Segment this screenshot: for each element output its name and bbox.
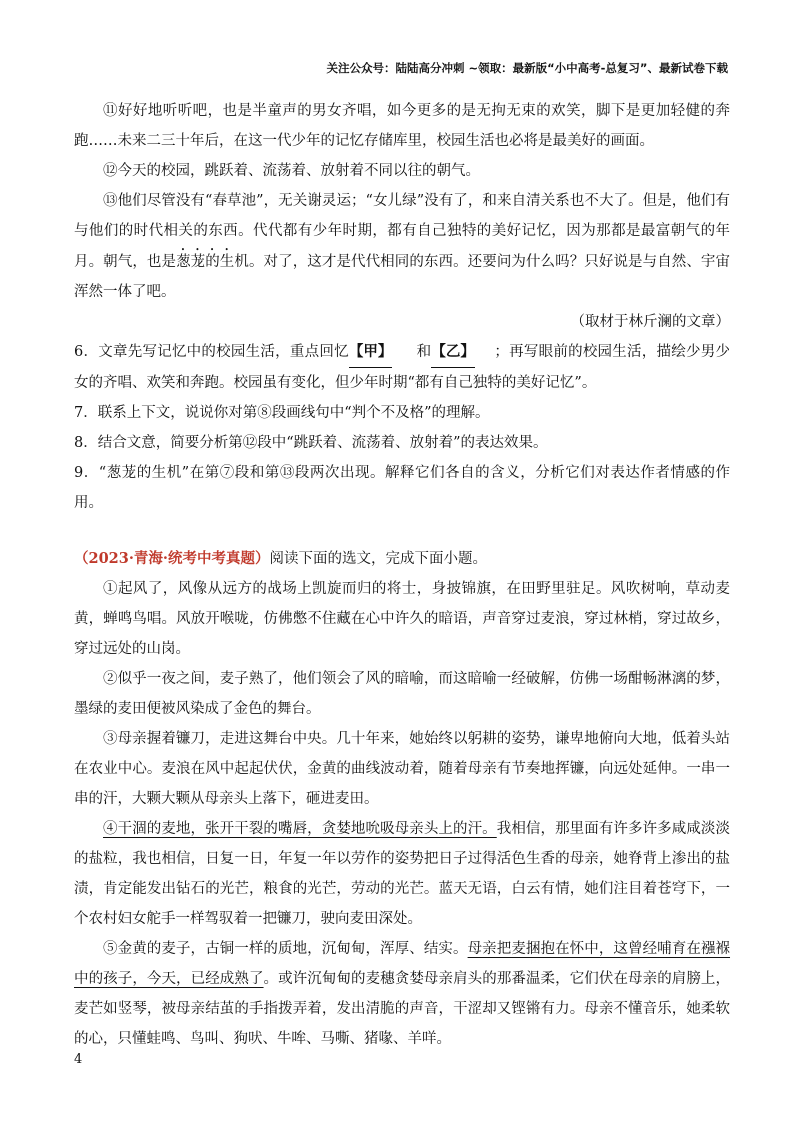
- paragraph-11: ⑪好好地听听吧，也是半童声的男女齐唱，如今更多的是无拘无束的欢笑，脚下是更加轻健的奔跑……未来二三十年后，在这一代少年的记忆存储库里，校园生活也必将是最美好的画面。: [74, 103, 730, 149]
- paragraph-13: [74, 186, 730, 307]
- page-header: 关注公众号：陆陆高分冲刺 ~领取：最新版“小中高考-总复习”、最新试卷下载: [326, 61, 728, 75]
- paragraph-4: [74, 814, 730, 934]
- question-8: 8．结合文意，简要分析第⑫段中“跳跃着、流荡着、放射着”的表达效果。: [74, 435, 548, 451]
- paragraph-12: ⑫今天的校园，跳跃着、流荡着、放射着不同以往的朝气。: [103, 163, 480, 179]
- exam-heading: [74, 544, 730, 574]
- paragraph-13-part-b: 机。对了，这才是代代相同的东西。还要问为什么吗？只好说是与自然、宇宙浑然一体了吧。: [74, 254, 731, 300]
- page-number: 4: [74, 1052, 83, 1067]
- exam-instruction: 阅读下面的选文，完成下面小题。: [269, 551, 487, 567]
- question-9: 9．“葱茏的生机”在第⑦段和第⑬段两次出现。解释它们各自的含义，分析它们对表达作者情感的作用。: [74, 465, 730, 511]
- question-6-text-b: ；再写眼前的校园生活，描绘少男少女的齐唱、欢笑和奔跑。校园虽有变化，但少年时期“都有自己独特的美好记忆”。: [74, 344, 731, 391]
- section-gap: [74, 518, 730, 544]
- paragraph-4-rest: 我相信，那里面有许多许多咸咸淡淡的盐粒，我也相信，日复一日，年复一年以劳作的姿势把日子过得活色生香的母亲，她脊背上渗出的盐渍，肯定能发出钻石的光芒，粮食的光芒，劳动的光芒。蓝天无语，白云有情，她们注目着苍穹下，一个农村妇女舵手一样驾驭着一把镰刀，驶向麦田深处。: [74, 821, 730, 927]
- paragraph-5-part-b: 。或许沉甸甸的麦穗贪婪母亲肩头的那番温柔，它们伏在母亲的肩膀上，麦芒如竖琴，被母亲结茧的手指拨弄着，发出清脆的声音，干涩却又铿锵有力。母亲不懂音乐，她柔软的心，只懂蛙鸣、鸟叫、狗吠、牛哞、马嘶、猪喙、羊咩。: [74, 971, 731, 1047]
- question-6-text-a: 6．文章先写记忆中的校园生活，重点回忆: [74, 344, 349, 360]
- document-body: [74, 96, 730, 1054]
- paragraph-3: ③母亲握着镰刀，走进这舞台中央。几十年来，她始终以躬耕的姿势，谦卑地俯向大地，低着头站在农业中心。麦浪在风中起起伏伏，金黄的曲线波动着，随着母亲有节奏地挥镰，向远处延伸。一串一串的汗，大颗大颗从母亲头上落下，砸进麦田。: [74, 731, 730, 807]
- blank-jia: 【甲】: [349, 337, 393, 368]
- paragraph-1: ①起风了，风像从远方的战场上凯旋而归的将士，身披锦旗，在田野里驻足。风吹树响，草动麦黄，蝉鸣鸟唱。风放开喉咙，仿佛憋不住藏在心中许久的暗语，声音穿过麦浪，穿过林梢，穿过故乡，穿过远处的山岗。: [74, 581, 730, 657]
- source-citation: （取材于林斤澜的文章）: [570, 314, 730, 330]
- question-6: [74, 337, 730, 398]
- question-7: 7．联系上下文，说说你对第⑧段画线句中“判个不及格”的理解。: [74, 405, 490, 421]
- paragraph-5-underlined: 母亲把麦捆抱在怀中，这曾经哺育在襁褓中的孩子，今天，已经成熟了: [74, 941, 731, 987]
- paragraph-5: [74, 934, 730, 1054]
- paragraph-13-emphasis: 葱茏的生: [176, 254, 235, 270]
- paragraph-4-underlined: ④干涸的麦地，张开干裂的嘴唇，贪婪地吮吸母亲头上的汗。: [103, 821, 497, 837]
- paragraph-2: ②似乎一夜之间，麦子熟了，他们领会了风的暗喻，而这暗喻一经破解，仿佛一场酣畅淋漓的梦，墨绿的麦田便被风染成了金色的舞台。: [74, 671, 730, 717]
- blank-yi: 【乙】: [431, 337, 475, 368]
- paragraph-5-part-a: ⑤金黄的麦子，古铜一样的质地，沉甸甸，浑厚、结实。: [103, 941, 468, 957]
- exam-source-tag: （2023·青海·统考中考真题）: [74, 550, 270, 567]
- question-6-text-mid: 和: [416, 344, 432, 360]
- paragraph-13-part-a: ⑬他们尽管没有“春草池”，无关谢灵运；“女儿绿”没有了，和来自清关系也不大了。但是，他们有与他们的时代相关的东西。代代都有少年时期，都有自己独特的美好记忆，因为那都是最富朝气的年月。朝气，也是: [74, 193, 730, 270]
